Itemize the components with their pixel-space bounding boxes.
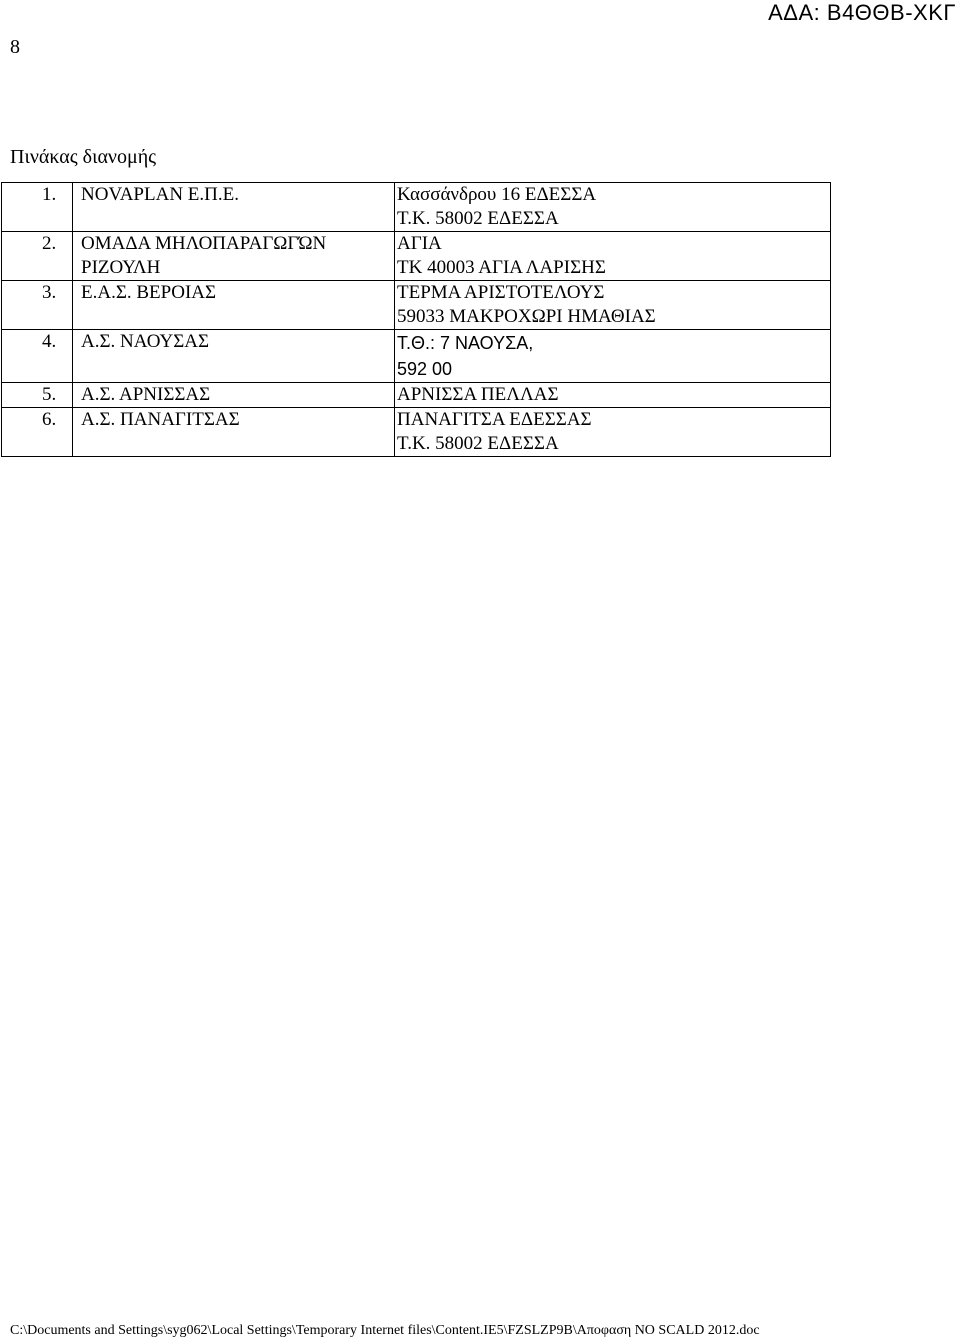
address-line: Τ.Κ. 58002 ΕΔΕΣΣΑ xyxy=(397,433,559,454)
table-row xyxy=(2,183,831,232)
address-line: ΤΚ 40003 ΑΓΙΑ ΛΑΡΙΣΗΣ xyxy=(397,257,606,278)
recipient-address-cell xyxy=(395,330,831,383)
recipient-name-cell xyxy=(73,183,395,232)
address-line: ΤΕΡΜΑ ΑΡΙΣΤΟΤΕΛΟΥΣ xyxy=(397,282,605,303)
row-number: 3. xyxy=(42,282,57,303)
recipient-address-cell xyxy=(395,408,831,457)
row-number: 6. xyxy=(42,409,57,430)
row-number-cell xyxy=(2,281,73,330)
recipient-name: ΟΜΑΔΑ ΜΗΛΟΠΑΡΑΓΩΓΏΝ xyxy=(81,233,327,254)
row-number: 4. xyxy=(42,331,57,352)
address-line: 59033 ΜΑΚΡΟΧΩΡΙ ΗΜΑΘΙΑΣ xyxy=(397,306,656,327)
recipient-name: Α.Σ. ΠΑΝΑΓΙΤΣΑΣ xyxy=(81,409,240,430)
address-line: 592 00 xyxy=(397,359,453,379)
distribution-table-title: Πινάκας διανομής xyxy=(10,146,157,168)
table-row xyxy=(2,408,831,457)
recipient-address-cell xyxy=(395,383,831,408)
address-line: ΑΡΝΙΣΣΑ ΠΕΛΛΑΣ xyxy=(397,384,559,405)
row-number: 5. xyxy=(42,384,57,405)
row-number-cell xyxy=(2,183,73,232)
table-row xyxy=(2,330,831,383)
recipient-name: Α.Σ. ΝΑΟΥΣΑΣ xyxy=(81,331,210,352)
table-row xyxy=(2,281,831,330)
table-row xyxy=(2,232,831,281)
recipient-name-cell xyxy=(73,232,395,281)
recipient-name-cell xyxy=(73,281,395,330)
row-number-cell xyxy=(2,408,73,457)
row-number-cell xyxy=(2,232,73,281)
address-line: Κασσάνδρου 16 ΕΔΕΣΣΑ xyxy=(397,184,597,205)
recipient-name-cell xyxy=(73,383,395,408)
table-row xyxy=(2,383,831,408)
recipient-address-cell xyxy=(395,232,831,281)
row-number-cell xyxy=(2,330,73,383)
footer-file-path: C:\Documents and Settings\syg062\Local Settings\Temporary Internet files\Content.IE5\FZSLZP9B\Αποφαση NO SCALD 2012.doc xyxy=(10,1323,760,1338)
row-number: 2. xyxy=(42,233,57,254)
address-line: Τ.Κ. 58002 ΕΔΕΣΣΑ xyxy=(397,208,559,229)
page-number: 8 xyxy=(10,36,20,58)
recipient-address-cell xyxy=(395,281,831,330)
recipient-name-cell xyxy=(73,408,395,457)
address-line: ΠΑΝΑΓΙΤΣΑ ΕΔΕΣΣΑΣ xyxy=(397,409,592,430)
row-number: 1. xyxy=(42,184,57,205)
distribution-table xyxy=(1,182,831,457)
recipient-name: ΡΙΖΟΥΛΗ xyxy=(81,257,161,278)
recipient-name: Ε.Α.Σ. ΒΕΡΟΙΑΣ xyxy=(81,282,217,303)
recipient-name: Α.Σ. ΑΡΝΙΣΣΑΣ xyxy=(81,384,211,405)
address-line: ΑΓΙΑ xyxy=(397,233,442,254)
row-number-cell xyxy=(2,383,73,408)
ada-code: ΑΔΑ: Β4ΘΘΒ-ΧΚΓ xyxy=(768,0,956,25)
recipient-name: NOVAPLAN Ε.Π.Ε. xyxy=(81,184,239,205)
recipient-name-cell xyxy=(73,330,395,383)
address-line: Τ.Θ.: 7 ΝΑΟΥΣΑ, xyxy=(397,333,534,353)
recipient-address-cell xyxy=(395,183,831,232)
